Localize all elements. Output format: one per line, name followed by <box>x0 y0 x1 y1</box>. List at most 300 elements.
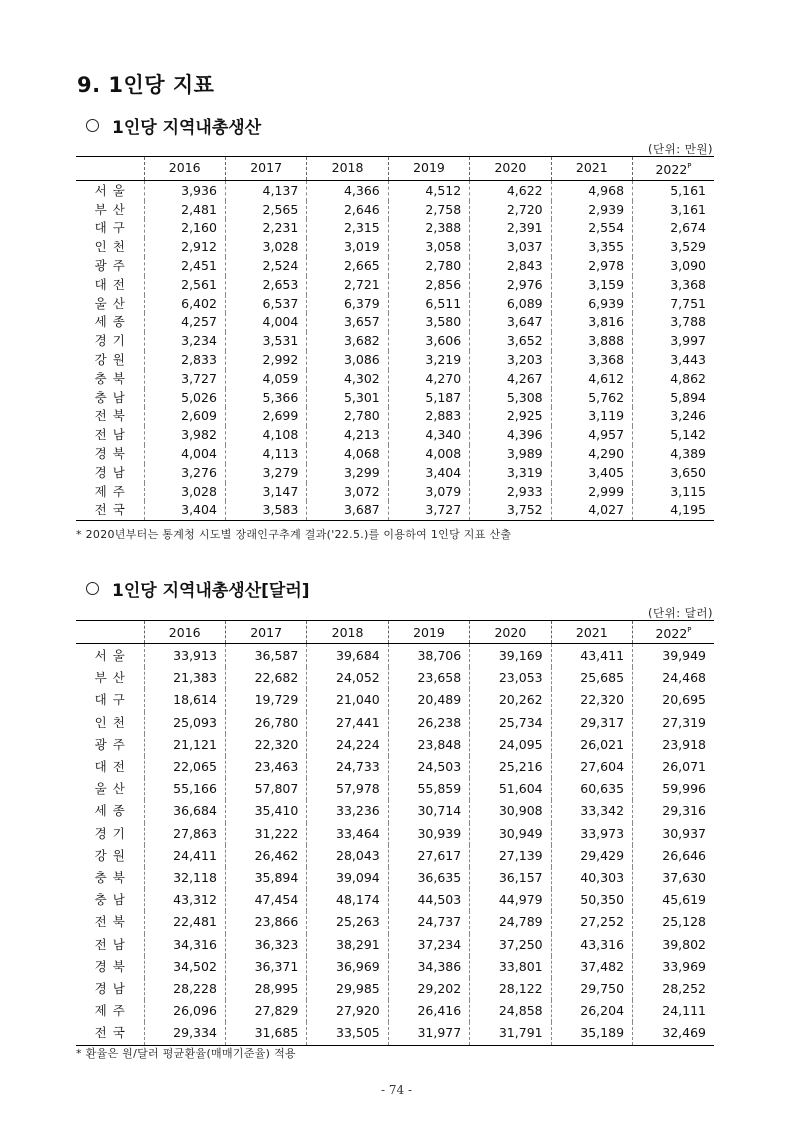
value-cell: 3,652 <box>470 332 551 351</box>
value-cell: 26,780 <box>225 712 306 734</box>
value-cell: 29,317 <box>551 712 632 734</box>
value-cell: 2,565 <box>225 201 306 220</box>
table-row <box>76 332 714 351</box>
region-cell: 경남 <box>94 981 131 997</box>
table-row <box>76 689 714 711</box>
table-row <box>76 778 714 800</box>
year-label: 2018 <box>331 624 364 640</box>
value-cell: 43,411 <box>551 644 632 668</box>
value-cell: 39,094 <box>307 867 388 889</box>
value-cell: 29,334 <box>144 1022 225 1045</box>
value-cell: 3,234 <box>144 332 225 351</box>
table-header-row <box>76 157 714 181</box>
table-row <box>76 889 714 911</box>
value-cell: 33,342 <box>551 800 632 822</box>
region-cell: 세종 <box>94 803 131 819</box>
value-cell: 5,762 <box>551 389 632 408</box>
value-cell: 24,858 <box>470 1000 551 1022</box>
value-cell: 31,222 <box>225 823 306 845</box>
value-cell: 6,939 <box>551 295 632 314</box>
value-cell: 3,997 <box>633 332 714 351</box>
value-cell: 23,918 <box>633 734 714 756</box>
value-cell: 3,687 <box>307 501 388 520</box>
value-cell: 27,920 <box>307 1000 388 1022</box>
value-cell: 3,299 <box>307 464 388 483</box>
value-cell: 27,829 <box>225 1000 306 1022</box>
region-cell: 경북 <box>94 958 131 974</box>
value-cell: 27,252 <box>551 911 632 933</box>
page-title: 9. 1인당 지표 <box>77 73 215 97</box>
region-cell: 부산 <box>94 670 131 686</box>
region-cell: 경북 <box>94 445 131 461</box>
value-cell: 26,238 <box>388 712 469 734</box>
value-cell: 4,113 <box>225 445 306 464</box>
value-cell: 4,302 <box>307 370 388 389</box>
value-cell: 36,371 <box>225 956 306 978</box>
value-cell: 2,856 <box>388 276 469 295</box>
value-cell: 3,072 <box>307 483 388 502</box>
value-cell: 60,635 <box>551 778 632 800</box>
table-row <box>76 483 714 502</box>
table-row <box>76 313 714 332</box>
value-cell: 3,989 <box>470 445 551 464</box>
value-cell: 33,973 <box>551 823 632 845</box>
value-cell: 3,888 <box>551 332 632 351</box>
table-row <box>76 712 714 734</box>
value-cell: 28,228 <box>144 978 225 1000</box>
value-cell: 3,650 <box>633 464 714 483</box>
table-row <box>76 445 714 464</box>
value-cell: 2,609 <box>144 407 225 426</box>
value-cell: 22,065 <box>144 756 225 778</box>
region-cell: 전남 <box>94 936 131 952</box>
table-row <box>76 464 714 483</box>
value-cell: 2,721 <box>307 276 388 295</box>
region-cell: 전북 <box>94 408 131 424</box>
value-cell: 26,096 <box>144 1000 225 1022</box>
value-cell: 29,429 <box>551 845 632 867</box>
value-cell: 2,883 <box>388 407 469 426</box>
value-cell: 25,128 <box>633 911 714 933</box>
year-label: 2018 <box>331 160 364 175</box>
region-cell: 경기 <box>94 333 131 349</box>
value-cell: 3,368 <box>633 276 714 295</box>
value-cell: 3,058 <box>388 238 469 257</box>
table-row <box>76 389 714 408</box>
value-cell: 33,969 <box>633 956 714 978</box>
value-cell: 36,969 <box>307 956 388 978</box>
value-cell: 23,866 <box>225 911 306 933</box>
value-cell: 21,121 <box>144 734 225 756</box>
value-cell: 2,554 <box>551 219 632 238</box>
value-cell: 37,482 <box>551 956 632 978</box>
table-row <box>76 370 714 389</box>
value-cell: 38,291 <box>307 934 388 956</box>
value-cell: 3,580 <box>388 313 469 332</box>
table-row <box>76 257 714 276</box>
value-cell: 4,396 <box>470 426 551 445</box>
value-cell: 2,925 <box>470 407 551 426</box>
value-cell: 4,257 <box>144 313 225 332</box>
value-cell: 3,079 <box>388 483 469 502</box>
value-cell: 3,443 <box>633 351 714 370</box>
value-cell: 43,316 <box>551 934 632 956</box>
gdp-per-capita-krw-table <box>76 156 714 521</box>
value-cell: 36,157 <box>470 867 551 889</box>
value-cell: 31,791 <box>470 1022 551 1045</box>
value-cell: 3,647 <box>470 313 551 332</box>
value-cell: 4,004 <box>144 445 225 464</box>
table-row <box>76 219 714 238</box>
value-cell: 28,122 <box>470 978 551 1000</box>
value-cell: 26,462 <box>225 845 306 867</box>
year-label: 2016 <box>168 624 201 640</box>
value-cell: 25,216 <box>470 756 551 778</box>
page-number: - 74 - <box>380 1083 412 1097</box>
value-cell: 18,614 <box>144 689 225 711</box>
value-cell: 51,604 <box>470 778 551 800</box>
table-row <box>76 934 714 956</box>
value-cell: 31,685 <box>225 1022 306 1045</box>
table-row <box>76 407 714 426</box>
value-cell: 2,160 <box>144 219 225 238</box>
year-label: 2020 <box>494 624 527 640</box>
table-row <box>76 1022 714 1045</box>
table-row <box>76 867 714 889</box>
table-row <box>76 800 714 822</box>
region-cell: 인천 <box>94 714 131 730</box>
value-cell: 30,908 <box>470 800 551 822</box>
value-cell: 30,939 <box>388 823 469 845</box>
value-cell: 4,622 <box>470 180 551 200</box>
table-row <box>76 276 714 295</box>
value-cell: 4,027 <box>551 501 632 520</box>
value-cell: 3,161 <box>633 201 714 220</box>
value-cell: 2,939 <box>551 201 632 220</box>
region-cell: 전국 <box>76 1022 144 1045</box>
value-cell: 29,316 <box>633 800 714 822</box>
year-label: 2019 <box>413 160 445 175</box>
value-cell: 33,913 <box>144 644 225 668</box>
table-row <box>76 501 714 520</box>
value-cell: 2,999 <box>551 483 632 502</box>
value-cell: 37,250 <box>470 934 551 956</box>
region-cell: 서울 <box>94 648 131 663</box>
value-cell: 3,788 <box>633 313 714 332</box>
table-row <box>76 644 714 668</box>
value-cell: 23,848 <box>388 734 469 756</box>
value-cell: 2,843 <box>470 257 551 276</box>
value-cell: 6,379 <box>307 295 388 314</box>
value-cell: 2,646 <box>307 201 388 220</box>
preliminary-mark: P <box>687 626 692 634</box>
value-cell: 47,454 <box>225 889 306 911</box>
value-cell: 2,992 <box>225 351 306 370</box>
region-cell: 경남 <box>94 464 131 480</box>
region-cell: 세종 <box>94 314 131 330</box>
value-cell: 27,863 <box>144 823 225 845</box>
value-cell: 24,733 <box>307 756 388 778</box>
table-header-row <box>76 621 714 644</box>
value-cell: 6,402 <box>144 295 225 314</box>
value-cell: 39,949 <box>633 644 714 668</box>
region-cell: 울산 <box>94 295 131 311</box>
value-cell: 2,391 <box>470 219 551 238</box>
value-cell: 25,685 <box>551 667 632 689</box>
region-cell: 대전 <box>94 759 131 775</box>
value-cell: 3,090 <box>633 257 714 276</box>
region-cell: 제주 <box>94 1003 131 1019</box>
value-cell: 31,977 <box>388 1022 469 1045</box>
value-cell: 4,108 <box>225 426 306 445</box>
value-cell: 2,388 <box>388 219 469 238</box>
year-label: 2021 <box>575 624 608 640</box>
value-cell: 28,252 <box>633 978 714 1000</box>
value-cell: 4,612 <box>551 370 632 389</box>
value-cell: 3,727 <box>144 370 225 389</box>
region-cell: 전남 <box>94 427 131 443</box>
value-cell: 24,111 <box>633 1000 714 1022</box>
year-header <box>633 621 714 644</box>
value-cell: 2,780 <box>388 257 469 276</box>
value-cell: 2,780 <box>307 407 388 426</box>
year-header <box>470 157 551 181</box>
value-cell: 4,340 <box>388 426 469 445</box>
value-cell: 4,270 <box>388 370 469 389</box>
value-cell: 39,802 <box>633 934 714 956</box>
section-heading-text: 1인당 지역내총생산 <box>112 118 262 138</box>
header-corner-cell <box>76 621 144 644</box>
region-cell: 울산 <box>94 781 131 797</box>
year-header <box>388 621 469 644</box>
region-cell: 전국 <box>76 501 144 520</box>
value-cell: 3,583 <box>225 501 306 520</box>
value-cell: 2,833 <box>144 351 225 370</box>
table-row <box>76 956 714 978</box>
region-cell: 충남 <box>94 892 131 908</box>
value-cell: 3,279 <box>225 464 306 483</box>
year-header <box>307 621 388 644</box>
value-cell: 28,043 <box>307 845 388 867</box>
region-cell: 광주 <box>94 736 131 752</box>
value-cell: 26,021 <box>551 734 632 756</box>
value-cell: 35,894 <box>225 867 306 889</box>
value-cell: 22,320 <box>225 734 306 756</box>
value-cell: 3,276 <box>144 464 225 483</box>
year-header <box>633 157 714 181</box>
circle-bullet-icon <box>86 119 99 132</box>
region-cell: 인천 <box>94 239 131 255</box>
value-cell: 28,995 <box>225 978 306 1000</box>
region-cell: 대구 <box>94 220 131 236</box>
year-header <box>225 621 306 644</box>
value-cell: 2,912 <box>144 238 225 257</box>
value-cell: 33,505 <box>307 1022 388 1045</box>
value-cell: 4,968 <box>551 180 632 200</box>
value-cell: 2,315 <box>307 219 388 238</box>
value-cell: 3,606 <box>388 332 469 351</box>
value-cell: 2,451 <box>144 257 225 276</box>
value-cell: 37,234 <box>388 934 469 956</box>
table-row <box>76 295 714 314</box>
value-cell: 30,714 <box>388 800 469 822</box>
value-cell: 3,727 <box>388 501 469 520</box>
table-row <box>76 978 714 1000</box>
value-cell: 5,187 <box>388 389 469 408</box>
year-label: 2016 <box>168 160 201 175</box>
value-cell: 4,862 <box>633 370 714 389</box>
region-cell: 충북 <box>94 870 131 886</box>
value-cell: 2,933 <box>470 483 551 502</box>
value-cell: 4,366 <box>307 180 388 200</box>
value-cell: 3,404 <box>144 501 225 520</box>
value-cell: 57,978 <box>307 778 388 800</box>
value-cell: 5,894 <box>633 389 714 408</box>
value-cell: 32,118 <box>144 867 225 889</box>
unit-label: (단위: 만원) <box>648 142 713 156</box>
value-cell: 3,159 <box>551 276 632 295</box>
value-cell: 50,350 <box>551 889 632 911</box>
value-cell: 33,464 <box>307 823 388 845</box>
region-cell: 강원 <box>94 351 131 367</box>
table-footnote: * 환율은 원/달러 평균환율(매매기준율) 적용 <box>76 1047 296 1060</box>
value-cell: 4,059 <box>225 370 306 389</box>
value-cell: 4,195 <box>633 501 714 520</box>
value-cell: 4,213 <box>307 426 388 445</box>
table-row <box>76 911 714 933</box>
value-cell: 3,319 <box>470 464 551 483</box>
value-cell: 2,978 <box>551 257 632 276</box>
value-cell: 23,658 <box>388 667 469 689</box>
value-cell: 33,801 <box>470 956 551 978</box>
value-cell: 3,028 <box>225 238 306 257</box>
value-cell: 25,263 <box>307 911 388 933</box>
value-cell: 24,503 <box>388 756 469 778</box>
value-cell: 2,758 <box>388 201 469 220</box>
value-cell: 23,463 <box>225 756 306 778</box>
table-row <box>76 238 714 257</box>
value-cell: 27,319 <box>633 712 714 734</box>
region-cell: 광주 <box>94 257 131 273</box>
gdp-per-capita-usd-table <box>76 620 714 1046</box>
value-cell: 3,028 <box>144 483 225 502</box>
table-footnote: * 2020년부터는 통계청 시도별 장래인구추계 결과('22.5.)를 이용하여 1인당 지표 산출 <box>76 528 512 541</box>
value-cell: 3,404 <box>388 464 469 483</box>
table-row <box>76 845 714 867</box>
region-cell: 전북 <box>94 914 131 930</box>
region-cell: 부산 <box>94 201 131 217</box>
table-row <box>76 426 714 445</box>
value-cell: 57,807 <box>225 778 306 800</box>
table-row <box>76 823 714 845</box>
year-header <box>144 621 225 644</box>
value-cell: 4,389 <box>633 445 714 464</box>
year-label: 2020 <box>494 160 527 175</box>
value-cell: 29,985 <box>307 978 388 1000</box>
value-cell: 24,052 <box>307 667 388 689</box>
value-cell: 22,481 <box>144 911 225 933</box>
value-cell: 27,617 <box>388 845 469 867</box>
year-header <box>470 621 551 644</box>
value-cell: 4,004 <box>225 313 306 332</box>
value-cell: 59,996 <box>633 778 714 800</box>
value-cell: 3,147 <box>225 483 306 502</box>
value-cell: 21,040 <box>307 689 388 711</box>
value-cell: 5,366 <box>225 389 306 408</box>
year-header <box>225 157 306 181</box>
region-cell: 제주 <box>94 483 131 499</box>
value-cell: 23,053 <box>470 667 551 689</box>
value-cell: 55,166 <box>144 778 225 800</box>
value-cell: 3,682 <box>307 332 388 351</box>
value-cell: 3,816 <box>551 313 632 332</box>
region-cell: 서울 <box>94 182 131 198</box>
value-cell: 4,290 <box>551 445 632 464</box>
value-cell: 24,789 <box>470 911 551 933</box>
value-cell: 24,468 <box>633 667 714 689</box>
year-header <box>551 621 632 644</box>
value-cell: 2,976 <box>470 276 551 295</box>
section-heading-1 <box>86 113 261 138</box>
year-label: 2022 <box>655 162 688 177</box>
table-row <box>76 667 714 689</box>
value-cell: 22,320 <box>551 689 632 711</box>
value-cell: 3,203 <box>470 351 551 370</box>
value-cell: 45,619 <box>633 889 714 911</box>
value-cell: 27,441 <box>307 712 388 734</box>
value-cell: 37,630 <box>633 867 714 889</box>
value-cell: 40,303 <box>551 867 632 889</box>
value-cell: 48,174 <box>307 889 388 911</box>
value-cell: 20,695 <box>633 689 714 711</box>
value-cell: 29,750 <box>551 978 632 1000</box>
value-cell: 4,267 <box>470 370 551 389</box>
value-cell: 44,503 <box>388 889 469 911</box>
value-cell: 4,512 <box>388 180 469 200</box>
value-cell: 30,937 <box>633 823 714 845</box>
value-cell: 30,949 <box>470 823 551 845</box>
value-cell: 3,115 <box>633 483 714 502</box>
value-cell: 19,729 <box>225 689 306 711</box>
value-cell: 25,734 <box>470 712 551 734</box>
value-cell: 26,646 <box>633 845 714 867</box>
value-cell: 2,653 <box>225 276 306 295</box>
value-cell: 5,142 <box>633 426 714 445</box>
value-cell: 5,301 <box>307 389 388 408</box>
value-cell: 3,982 <box>144 426 225 445</box>
value-cell: 2,481 <box>144 201 225 220</box>
value-cell: 24,737 <box>388 911 469 933</box>
value-cell: 6,537 <box>225 295 306 314</box>
value-cell: 2,231 <box>225 219 306 238</box>
table-row <box>76 180 714 200</box>
section-heading-text: 1인당 지역내총생산[달러] <box>112 581 310 601</box>
value-cell: 2,699 <box>225 407 306 426</box>
year-label: 2017 <box>250 624 283 640</box>
value-cell: 36,587 <box>225 644 306 668</box>
value-cell: 33,236 <box>307 800 388 822</box>
region-cell: 충북 <box>94 370 131 386</box>
value-cell: 4,008 <box>388 445 469 464</box>
value-cell: 4,957 <box>551 426 632 445</box>
value-cell: 26,204 <box>551 1000 632 1022</box>
value-cell: 43,312 <box>144 889 225 911</box>
value-cell: 44,979 <box>470 889 551 911</box>
value-cell: 3,405 <box>551 464 632 483</box>
value-cell: 38,706 <box>388 644 469 668</box>
value-cell: 2,561 <box>144 276 225 295</box>
value-cell: 25,093 <box>144 712 225 734</box>
